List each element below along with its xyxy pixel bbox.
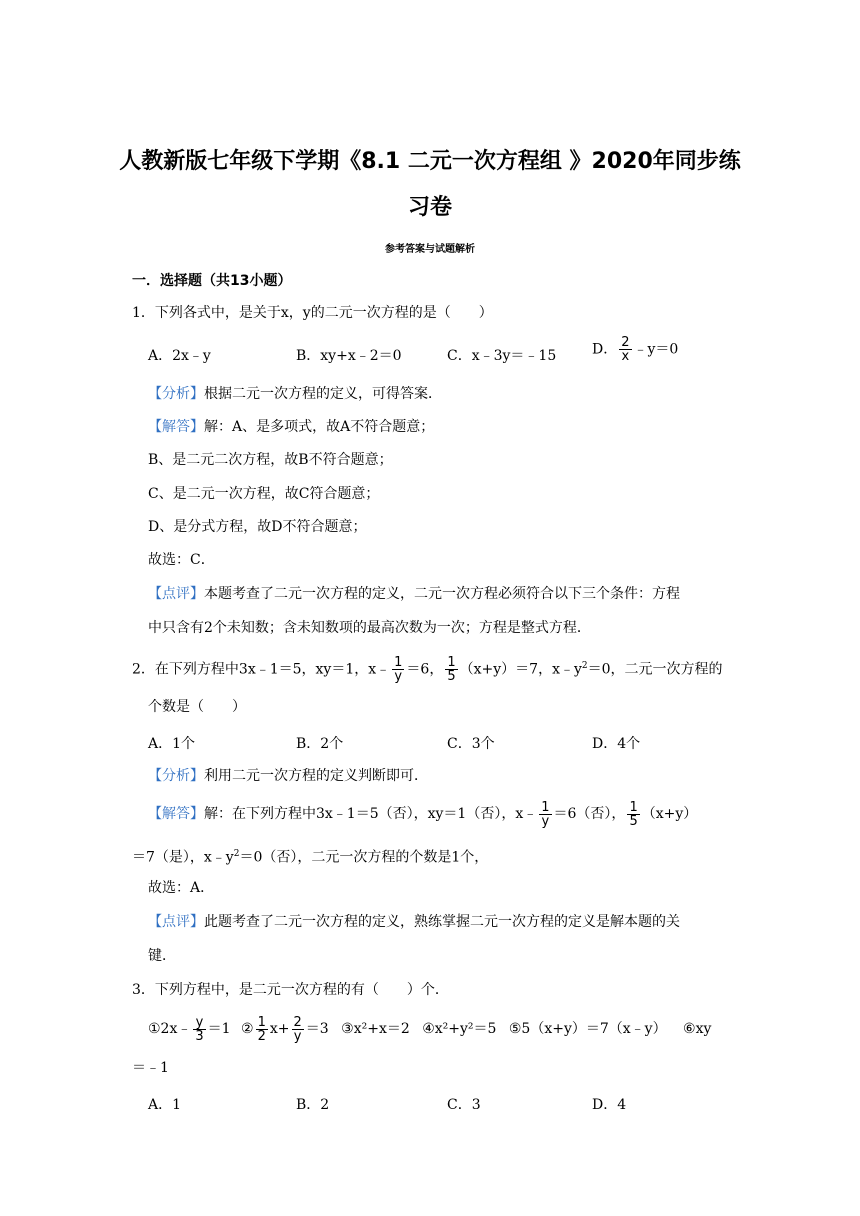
q2-comment	[148, 912, 680, 932]
q3-eq4: ④x²+y²＝5	[422, 1021, 497, 1037]
superscript: 2	[581, 661, 588, 671]
q2-answer	[148, 800, 697, 828]
q1-option-d	[592, 336, 678, 363]
q2-analysis	[148, 766, 428, 786]
fraction-numerator: 1	[447, 655, 456, 671]
q1-answer-line4: D、是分式方程，故D不符合题意；	[148, 519, 367, 535]
q2-fraction-1-over-y	[392, 656, 404, 683]
page-subtitle: 参考答案与试题解析	[385, 244, 475, 255]
answer-text: ＝7（是），x﹣y	[132, 849, 234, 866]
q1-comment	[148, 584, 680, 604]
comment-text: 本题考查了二元一次方程的定义，二元一次方程必须符合以下三个条件：方程	[204, 586, 680, 602]
q2-comment-line2: 键．	[148, 948, 176, 964]
analysis-text: 利用二元一次方程的定义判断即可．	[204, 768, 428, 784]
comment-text: 此题考查了二元一次方程的定义，熟练掌握二元一次方程的定义是解本题的关	[204, 914, 680, 930]
fraction-numerator: 2	[621, 335, 630, 350]
answer-tag: 【解答】	[148, 419, 204, 435]
answer-tag: 【解答】	[148, 806, 204, 822]
analysis-text: 根据二元一次方程的定义，可得答案．	[204, 386, 442, 402]
q3-eq2-fraction-1	[256, 1016, 268, 1043]
q1-answer-line2: B、是二元二次方程，故B不符合题意；	[148, 452, 393, 468]
answer-text: ＝6（否），	[553, 806, 626, 822]
q3-option-c: C．3	[447, 1097, 481, 1113]
section-heading: 一．选择题（共13小题）	[132, 273, 292, 289]
q2-stem-part: （x+y）＝7，x﹣y	[459, 661, 582, 678]
fraction-numerator: 1	[541, 799, 550, 815]
fraction-numerator: 2	[293, 1014, 302, 1030]
fraction-denominator: 5	[447, 669, 456, 685]
fraction-denominator: 2	[257, 1028, 266, 1044]
q2-choice: 故选：A．	[148, 880, 215, 896]
q3-eq2-fraction-2	[292, 1016, 304, 1043]
fraction-denominator: 3	[195, 1028, 204, 1044]
q1-answer-line3: C、是二元一次方程，故C符合题意；	[148, 486, 380, 502]
page-title-line2: 习卷	[407, 195, 452, 220]
page-title-line1: 人教新版七年级下学期《8.1 二元一次方程组 》2020年同步练	[119, 149, 741, 174]
fraction-numerator: 1	[394, 655, 403, 671]
q1-option-a: A．2x﹣y	[148, 348, 211, 364]
q3-eq3: ③x²+x＝2	[341, 1021, 410, 1037]
q2-stem-part: 2．在下列方程中3x﹣1＝5，xy＝1，x﹣	[132, 661, 391, 678]
q3-eq6: ⑥xy	[683, 1021, 712, 1037]
fraction-numerator: 1	[629, 799, 638, 815]
q2-fraction-1-over-5	[445, 656, 457, 683]
fraction-denominator: y	[293, 1028, 302, 1044]
q3-equations	[148, 1014, 711, 1044]
q3-option-a: A．1	[148, 1097, 182, 1113]
comment-tag: 【点评】	[148, 914, 204, 930]
answer-text: 解：在下列方程中3x﹣1＝5（否），xy＝1（否），x﹣	[204, 806, 538, 822]
q1-option-d-suffix: ﹣y＝0	[633, 341, 679, 358]
q1-option-d-fraction	[619, 336, 631, 363]
q2-answer-line2	[132, 844, 488, 868]
q2-option-b: B．2个	[296, 736, 344, 752]
q1-stem: 1．下列各式中，是关于x，y的二元一次方程的是（ ）	[132, 305, 493, 321]
q3-eq1: ①2x﹣	[148, 1021, 192, 1037]
q3-option-d: D．4	[592, 1097, 627, 1113]
q3-eq1-fraction	[193, 1016, 205, 1043]
superscript: 2	[233, 849, 240, 859]
fraction-denominator: x	[621, 349, 630, 364]
q2-stem-line2: 个数是（ ）	[148, 699, 246, 715]
q1-answer	[148, 417, 434, 437]
fraction-denominator: y	[541, 813, 550, 829]
q1-option-d-prefix: D．	[592, 341, 618, 358]
q2-answer-fraction-1-over-y	[539, 801, 551, 828]
fraction-denominator: y	[394, 669, 403, 685]
q2-stem	[132, 652, 723, 684]
q3-eq2: x+	[269, 1021, 290, 1037]
fraction-denominator: 5	[629, 813, 638, 829]
answer-text: （x+y）	[641, 806, 698, 822]
q2-option-a: A．1个	[148, 736, 196, 752]
answer-text: 解：A、是多项式，故A不符合题意；	[204, 419, 435, 435]
q1-option-c: C．x﹣3y＝﹣15	[447, 348, 557, 364]
q1-option-b: B．xy+x﹣2＝0	[296, 348, 402, 364]
q1-choice: 故选：C．	[148, 552, 215, 568]
q2-option-d: D．4个	[592, 736, 641, 752]
q3-option-b: B．2	[296, 1097, 330, 1113]
q3-eq1: ＝1	[207, 1021, 231, 1037]
answer-text: ＝0（否），二元一次方程的个数是1个，	[239, 849, 489, 866]
q2-option-c: C．3个	[447, 736, 495, 752]
fraction-numerator: y	[193, 1016, 205, 1030]
q2-answer-fraction-1-over-5	[627, 801, 639, 828]
fraction-numerator: 1	[257, 1014, 266, 1030]
q1-comment-line2: 中只含有2个未知数；含未知数项的最高次数为一次；方程是整式方程．	[148, 620, 591, 636]
q2-stem-part: ＝6，	[406, 661, 444, 678]
q2-stem-part: ＝0，二元一次方程的	[587, 661, 723, 678]
comment-tag: 【点评】	[148, 586, 204, 602]
analysis-tag: 【分析】	[148, 386, 204, 402]
q3-stem: 3．下列方程中，是二元一次方程的有（ ）个．	[132, 982, 449, 998]
q3-eq5: ⑤5（x+y）＝7（x﹣y）	[508, 1021, 667, 1037]
q1-analysis	[148, 384, 442, 404]
q3-eq6-continued: ＝﹣1	[132, 1060, 169, 1076]
q3-eq2: ②	[241, 1021, 254, 1037]
analysis-tag: 【分析】	[148, 768, 204, 784]
q3-eq2: ＝3	[305, 1021, 329, 1037]
